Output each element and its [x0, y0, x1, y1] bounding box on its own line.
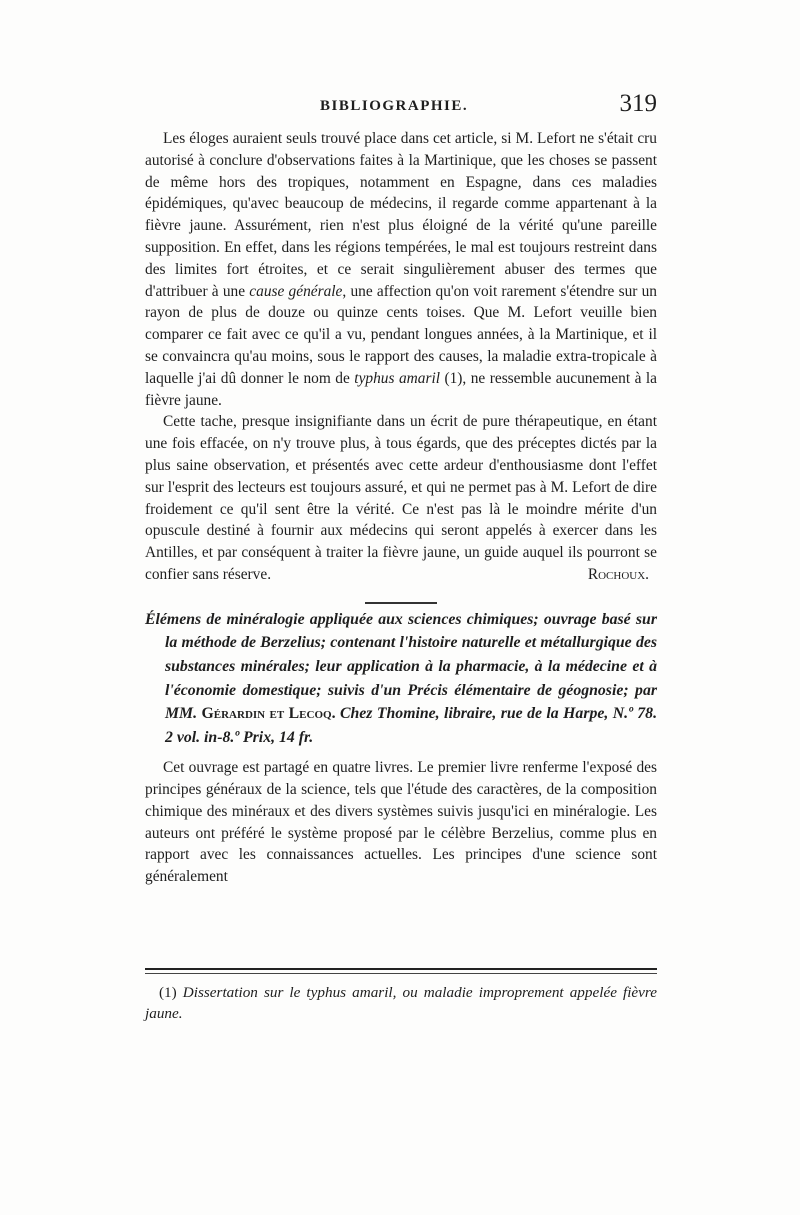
paragraph-lefort-text-b: , une affection qu'on voit rarement s'étendre sur un rayon de plus de douze ou quinze cents toises. Que M. Lefort veuille bien comparer ce fait avec ce qu'il a vu, pendant longues années, à la Martinique, et il se convaincra qu'au moins, sous le rapport des causes, la maladie extra-tropicale à laquelle j'ai dû donner le nom de — [145, 282, 657, 387]
signature: Rochoux. — [587, 565, 649, 583]
paragraph-lefort-text-c: (1), ne ressemble aucunement à la fièvre jaune. — [145, 369, 657, 409]
section-divider — [365, 602, 437, 604]
page-number: 319 — [619, 90, 657, 117]
paragraph-tache-text: Cette tache, presque insignifiante dans un écrit de pure thérapeutique, en étant une fois effacée, on n'y trouve plus, à tous égards, que des préceptes dictés par la plus saine observation, et présentés avec cette ardeur d'enthousiasme dont l'effet sur l'esprit des lecteurs est toujours assuré, et qui ne permet pas à M. Lefort de dire froidement ce qu'il sent être la vérité. Ce n'est pas là le moindre mérite d'un opuscule destiné à fournir aux médecins qui seront appelés à exercer dans les Antilles, et par conséquent à traiter la fièvre jaune, un guide auquel ils pourront se confier sans réserve. — [145, 413, 657, 583]
footnote — [145, 982, 657, 1024]
footnote-rule — [145, 968, 657, 970]
review-paragraph — [145, 757, 657, 888]
review-paragraph-text: Cet ouvrage est partagé en quatre livres. Le premier livre renferme l'exposé des principes généraux de la science, tels que l'étude des caractères, de la composition chimique des minéraux et des divers systèmes suivis jusqu'ici en minéralogie. Les auteurs ont préféré le système proposé par le célèbre Berzelius, comme plus en rapport avec les connaissances actuelles. Les principes d'une science sont généralement — [145, 759, 657, 886]
running-head: BIBLIOGRAPHIE. — [320, 98, 469, 114]
paragraph-lefort-italic-b: typhus amaril — [354, 369, 440, 387]
paragraph-lefort-text-a: Les éloges auraient seuls trouvé place dans cet article, si M. Lefort ne s'était cru autorisé à conclure d'observations faites à la Martinique, que les choses se passent de même hors des tropiques, notamment en Espagne, dans ces maladies épidémiques, qu'avec beaucoup de médecins, il regarde comme appartenant à la fièvre jaune. Assurément, rien n'est plus éloigné de la vérité qu'une pareille supposition. En effet, dans les régions tempérées, le mal est toujours restreint dans des limites fort étroites, et ce serait singulièrement abuser des termes que d'attribuer à une — [145, 130, 657, 300]
paragraph-tache — [145, 411, 657, 585]
book-publisher: Chez Thomine, libraire, rue de la Harpe, N.º 78. 2 vol. in-8.º Prix, 14 fr. — [165, 705, 658, 746]
book-authors: Gérardin et Lecoq. — [201, 705, 336, 723]
footnote-text: Dissertation sur le typhus amaril, ou maladie improprement appelée fièvre jaune. — [145, 984, 658, 1022]
paragraph-lefort — [145, 128, 657, 411]
footnote-rule-thin — [145, 973, 657, 974]
page-header — [145, 90, 665, 126]
paragraph-lefort-italic-a: cause générale — [249, 282, 343, 300]
book-title-text: Élémens de minéralogie appliquée aux sciences chimiques; ouvrage basé sur la méthode de Berzelius; contenant l'histoire naturelle et métallurgique des substances minérales; leur application à la pharmacie, à la médecine et à l'économie domestique; suivis d'un Précis élémentaire de géognosie; par MM. — [145, 610, 657, 723]
main-text — [145, 128, 657, 888]
footnote-marker: (1) — [159, 984, 183, 1001]
book-title — [145, 608, 657, 750]
